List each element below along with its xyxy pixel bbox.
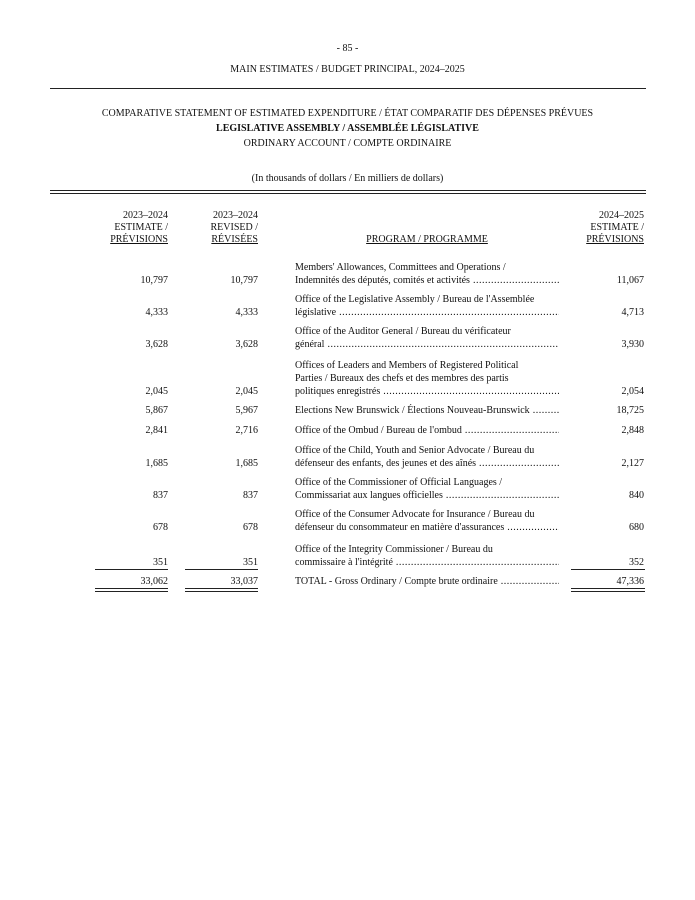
cell-est-2324: 837 [153, 490, 168, 501]
program-line: défenseur des enfants, des jeunes et des aînés ..... [295, 457, 559, 470]
cell-est-2425: 4,713 [621, 307, 644, 318]
total-est-2324: 33,062 [140, 576, 168, 587]
program-line: Elections New Brunswick / Élections Nouveau-Brunswick ..... [295, 404, 559, 417]
column-header-estimate-2023-2024 [110, 210, 168, 246]
column-header-label-fr: RÉVISÉES [211, 234, 258, 245]
cell-est-2425: 680 [629, 522, 644, 533]
cell-program [295, 359, 559, 398]
column-header-label-fr: PRÉVISIONS [586, 234, 644, 245]
program-line: Office of the Commissioner of Official Languages / [295, 477, 503, 488]
program-line: Office of the Child, Youth and Senior Advocate / Bureau du [295, 445, 535, 456]
cell-est-2324: 351 [153, 557, 168, 568]
cell-est-2324: 1,685 [145, 458, 168, 469]
program-line: défenseur du consommateur en matière d'assurances ..... [295, 521, 559, 534]
column-header-year: 2023–2024 [123, 210, 168, 221]
column-header-revised-2023-2024 [211, 210, 259, 246]
cell-rev-2324: 5,967 [235, 405, 258, 416]
program-line: général ..... [295, 338, 559, 351]
total-label: TOTAL - Gross Ordinary / Compte brute ordinaire ..... [295, 575, 559, 588]
program-line: Members' Allowances, Committees and Operations / [295, 262, 506, 273]
cell-est-2425: 2,848 [621, 425, 644, 436]
cell-est-2425: 18,725 [616, 405, 644, 416]
subtotal-rule-rev-2324 [185, 569, 258, 570]
total-double-rule-est-2425 [571, 588, 645, 592]
statement-title: COMPARATIVE STATEMENT OF ESTIMATED EXPENDITURE / ÉTAT COMPARATIF DES DÉPENSES PRÉVUES [101, 108, 594, 119]
table-top-double-rule [50, 190, 646, 194]
program-line: Office of the Integrity Commissioner / Bureau du [295, 544, 493, 555]
statement-account: ORDINARY ACCOUNT / COMPTE ORDINAIRE [243, 138, 452, 149]
cell-rev-2324: 10,797 [230, 275, 258, 286]
column-header-label-fr: PRÉVISIONS [110, 234, 168, 245]
program-line: Office of the Ombud / Bureau de l'ombud ..... [295, 424, 559, 437]
column-header-label: ESTIMATE / [114, 222, 168, 233]
total-double-rule-rev-2324 [185, 588, 258, 592]
cell-est-2324: 2,045 [145, 386, 168, 397]
cell-est-2425: 352 [629, 557, 644, 568]
cell-est-2425: 2,127 [621, 458, 644, 469]
cell-rev-2324: 4,333 [235, 307, 258, 318]
program-line: Indemnités des députés, comités et activités ..... [295, 274, 559, 287]
cell-est-2324: 5,867 [145, 405, 168, 416]
program-line: Office of the Auditor General / Bureau du vérificateur [295, 326, 511, 337]
units-note: (In thousands of dollars / En milliers de dollars) [251, 173, 444, 184]
cell-rev-2324: 837 [243, 490, 258, 501]
column-header-label: ESTIMATE / [590, 222, 644, 233]
subtotal-rule-est-2324 [95, 569, 168, 570]
cell-rev-2324: 2,716 [235, 425, 258, 436]
total-est-2425: 47,336 [616, 576, 644, 587]
cell-est-2324: 2,841 [145, 425, 168, 436]
program-line: commissaire à l'intégrité ..... [295, 556, 559, 569]
cell-program [295, 508, 559, 534]
cell-rev-2324: 3,628 [235, 339, 258, 350]
statement-organization: LEGISLATIVE ASSEMBLY / ASSEMBLÉE LÉGISLATIVE [216, 123, 479, 134]
program-line: Office of the Legislative Assembly / Bureau de l'Assemblée [295, 294, 535, 305]
page-number: - 85 - [336, 43, 359, 54]
document-header-title: MAIN ESTIMATES / BUDGET PRINCIPAL, 2024–2025 [230, 64, 465, 75]
header-rule [50, 88, 646, 89]
column-header-year: 2024–2025 [599, 210, 644, 221]
column-header-estimate-2024-2025 [586, 210, 644, 246]
cell-rev-2324: 1,685 [235, 458, 258, 469]
total-rev-2324: 33,037 [230, 576, 258, 587]
cell-est-2425: 840 [629, 490, 644, 501]
cell-program [295, 404, 559, 417]
program-line: Commissariat aux langues officielles ..... [295, 489, 559, 502]
cell-est-2425: 3,930 [621, 339, 644, 350]
cell-program [295, 444, 559, 470]
total-double-rule-est-2324 [95, 588, 168, 592]
cell-est-2425: 11,067 [616, 275, 644, 286]
cell-program [295, 293, 559, 319]
column-header-program: PROGRAM / PROGRAMME [366, 234, 488, 245]
cell-program [295, 476, 559, 502]
column-header-year: 2023–2024 [213, 210, 258, 221]
cell-est-2324: 3,628 [145, 339, 168, 350]
cell-rev-2324: 351 [243, 557, 258, 568]
cell-program [295, 325, 559, 351]
cell-est-2324: 4,333 [145, 307, 168, 318]
cell-est-2324: 10,797 [140, 275, 168, 286]
program-line: Parties / Bureaux des chefs et des membres des partis [295, 373, 509, 384]
cell-rev-2324: 2,045 [235, 386, 258, 397]
subtotal-rule-est-2425 [571, 569, 645, 570]
cell-rev-2324: 678 [243, 522, 258, 533]
program-line: Offices of Leaders and Members of Registered Political [295, 360, 519, 371]
program-line: politiques enregistrés ..... [295, 385, 559, 398]
program-line: Office of the Consumer Advocate for Insurance / Bureau du [295, 509, 535, 520]
cell-est-2425: 2,054 [621, 386, 644, 397]
column-header-label: REVISED / [210, 222, 258, 233]
cell-est-2324: 678 [153, 522, 168, 533]
cell-program [295, 543, 559, 569]
program-line: législative ..... [295, 306, 559, 319]
cell-program [295, 424, 559, 437]
cell-program [295, 261, 559, 287]
